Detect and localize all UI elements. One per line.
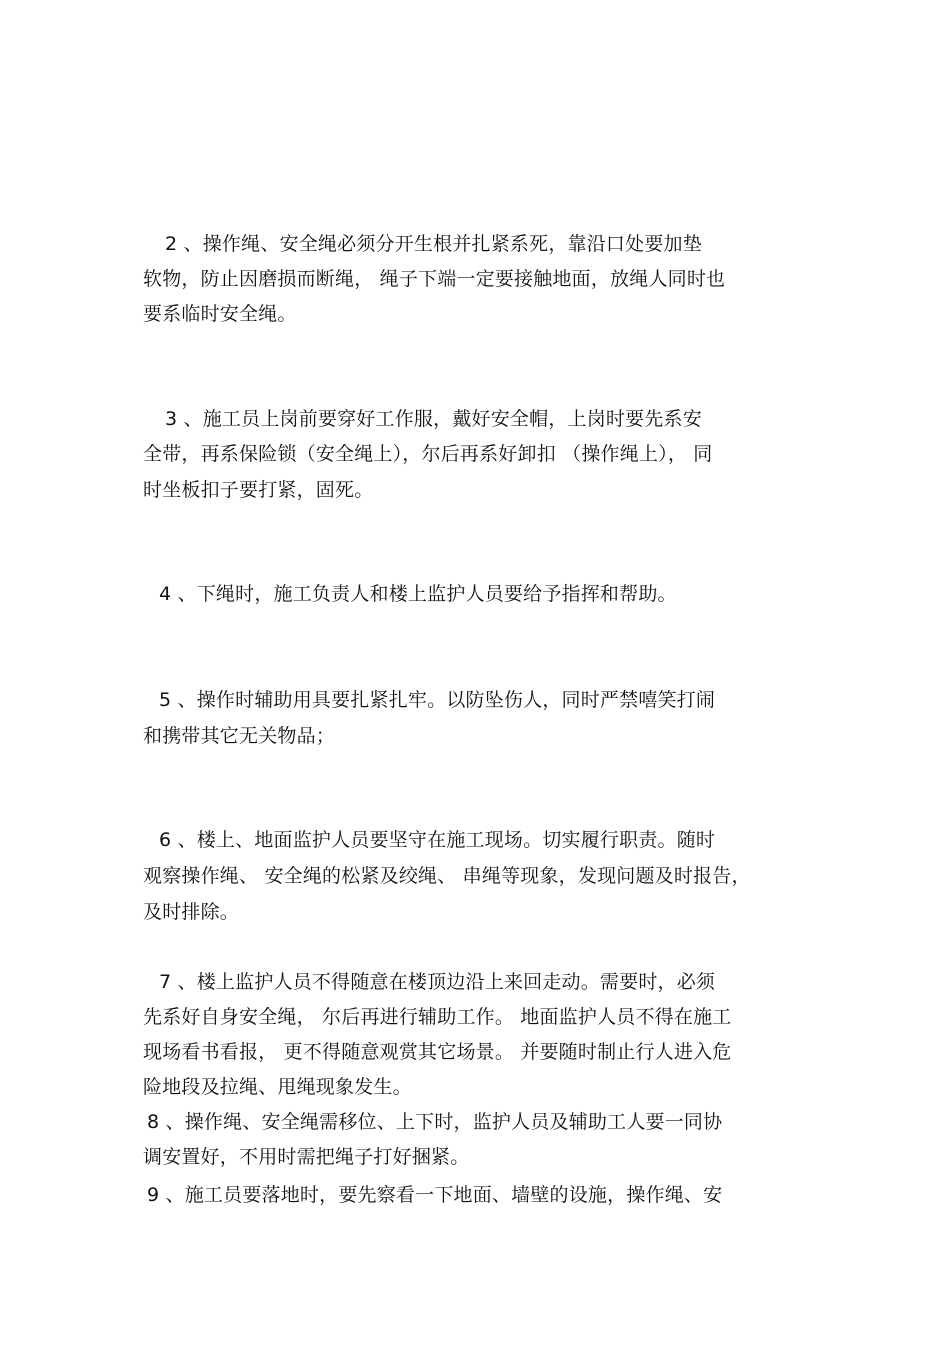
paragraph-3-line-3: 时坐板扣子要打紧，固死。 [143, 479, 374, 501]
paragraph-5-line-2: 和携带其它无关物品； [143, 725, 336, 747]
paragraph-2-line-1: 2 、操作绳、安全绳必须分开生根并扎紧系死，靠沿口处要加垫 [165, 233, 702, 255]
paragraph-7-line-3: 现场看书看报， 更不得随意观赏其它场景。 并要随时制止行人进入危 [143, 1041, 732, 1063]
paragraph-4-line-1: 4 、下绳时，施工负责人和楼上监护人员要给予指挥和帮助。 [159, 583, 677, 605]
paragraph-7-line-1: 7 、楼上监护人员不得随意在楼顶边沿上来回走动。需要时，必须 [159, 971, 716, 993]
paragraph-3-line-2: 全带，再系保险锁（安全绳上），尔后再系好卸扣 （操作绳上）， 同 [143, 443, 713, 465]
paragraph-9-line-1: 9 、施工员要落地时，要先察看一下地面、墙壁的设施，操作绳、安 [147, 1184, 723, 1206]
paragraph-6-line-2: 观察操作绳、 安全绳的松紧及绞绳、 串绳等现象，发现问题及时报告， [143, 865, 751, 887]
paragraph-8-line-2: 调安置好，不用时需把绳子打好捆紧。 [143, 1146, 470, 1168]
paragraph-6-line-3: 及时排除。 [143, 901, 240, 923]
paragraph-6-line-1: 6 、楼上、地面监护人员要坚守在施工现场。切实履行职责。随时 [159, 829, 716, 851]
paragraph-7-line-4: 险地段及拉绳、甩绳现象发生。 [143, 1076, 412, 1098]
paragraph-3-line-1: 3 、施工员上岗前要穿好工作服，戴好安全帽，上岗时要先系安 [165, 408, 702, 430]
paragraph-7-line-2: 先系好自身安全绳， 尔后再进行辅助工作。 地面监护人员不得在施工 [143, 1006, 732, 1028]
paragraph-2-line-3: 要系临时安全绳。 [143, 303, 297, 325]
paragraph-8-line-1: 8 、操作绳、安全绳需移位、上下时，监护人员及辅助工人要一同协 [147, 1111, 723, 1133]
paragraph-2-line-2: 软物，防止因磨损而断绳， 绳子下端一定要接触地面，放绳人同时也 [143, 268, 726, 290]
paragraph-5-line-1: 5 、操作时辅助用具要扎紧扎牢。以防坠伤人，同时严禁嘻笑打闹 [159, 689, 716, 711]
